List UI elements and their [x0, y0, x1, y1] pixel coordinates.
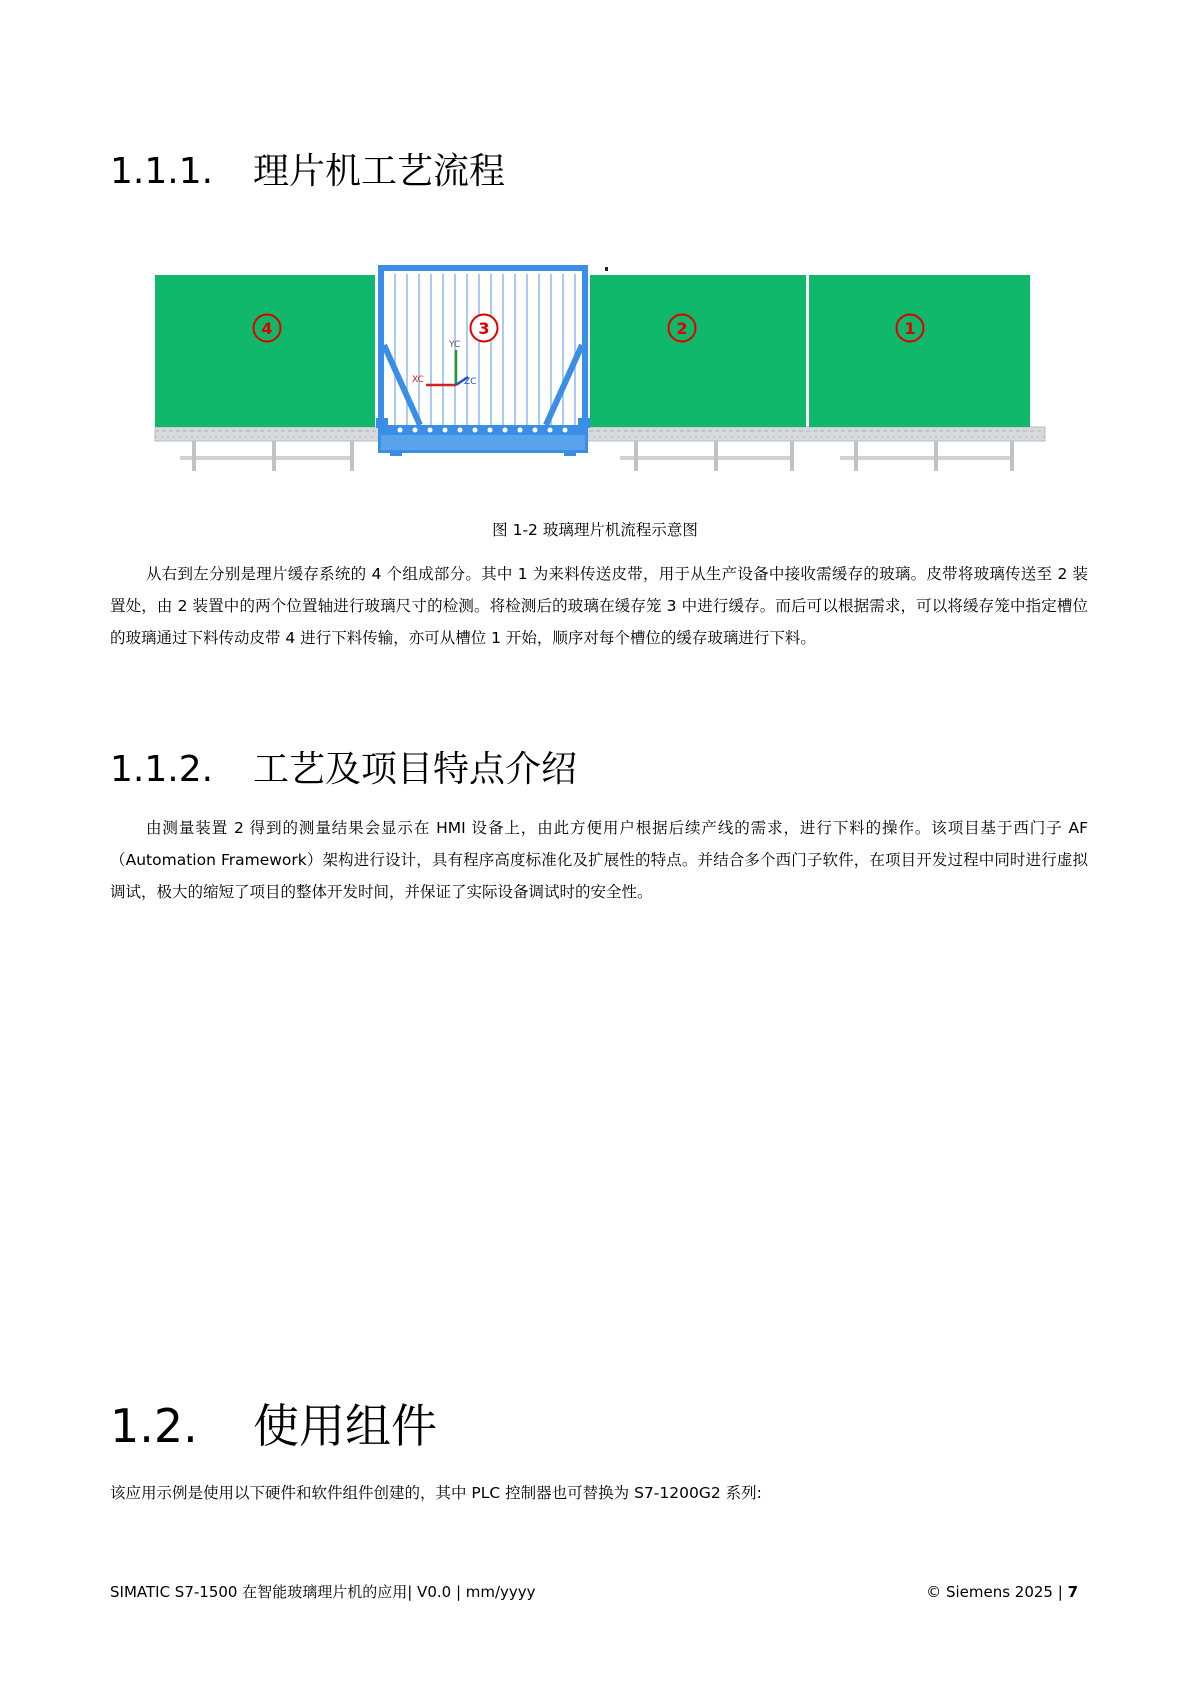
conveyor-4-panel — [155, 275, 375, 427]
measuring-device-2-panel — [590, 275, 806, 427]
section-title: 理片机工艺流程 — [253, 151, 506, 192]
section-title: 工艺及项目特点介绍 — [253, 749, 578, 790]
section-heading-1-1-2 — [110, 748, 577, 792]
conveyor-rails — [155, 427, 1045, 471]
footer-document-title: SIMATIC S7-1500 在智能玻璃理片机的应用| V0.0 | mm/yyyy — [110, 1583, 536, 1601]
infeed-conveyor-1-panel — [809, 275, 1030, 427]
paragraph-project-features: 由测量装置 2 得到的测量结果会显示在 HMI 设备上，由此方便用户根据后续产线的需求，进行下料的操作。该项目基于西门子 AF（Automation Framework）架构进行设计，具有程序高度标准化及扩展性的特点。并结合多个西门子软件，在项目开发过程中同时进行虚拟调试，极大的缩短了项目的整体开发时间，并保证了实际设备调试时的安全性。 — [110, 819, 1088, 901]
figure-caption: 图 1-2 玻璃理片机流程示意图 — [492, 521, 698, 539]
section-number: 1.1.2. — [110, 749, 214, 790]
axis-label-x: XC — [412, 375, 424, 385]
section-heading-1-1-1 — [110, 150, 505, 194]
svg-text:4: 4 — [261, 319, 273, 338]
svg-text:3: 3 — [478, 319, 490, 338]
svg-text:2: 2 — [676, 319, 688, 338]
footer-copyright — [926, 1580, 1078, 1604]
paragraph-process-description: 从右到左分别是理片缓存系统的 4 个组成部分。其中 1 为来料传送皮带，用于从生产设备中接收需缓存的玻璃。皮带将玻璃传送至 2 装置处，由 2 装置中的两个位置轴进行玻璃尺寸的检测。将检测后的玻璃在缓存笼 3 中进行缓存。而后可以根据需求，可以将缓存笼中指定槽位的玻璃通过下料传动皮带 4 进行下料传输，亦可从槽位 1 开始，顺序对每个槽位的缓存玻璃进行下料。 — [110, 565, 1088, 647]
copyright-text: © Siemens 2025 | — [926, 1583, 1068, 1601]
glass-sorter-diagram — [150, 260, 1050, 485]
buffer-cage-3 — [376, 268, 590, 456]
axis-label-z: ZC — [464, 377, 477, 387]
section-title: 使用组件 — [253, 1399, 437, 1453]
section-number: 1.1.1. — [110, 151, 214, 192]
label-3 — [471, 315, 498, 342]
section-number: 1.2. — [110, 1399, 198, 1453]
section-heading-1-2 — [110, 1398, 437, 1454]
page-number: 7 — [1067, 1583, 1078, 1601]
svg-text:1: 1 — [904, 319, 916, 338]
axis-label-y: YC — [449, 340, 461, 350]
paragraph-components-intro: 该应用示例是使用以下硬件和软件组件创建的，其中 PLC 控制器也可替换为 S7-1200G2 系列: — [110, 1484, 762, 1502]
